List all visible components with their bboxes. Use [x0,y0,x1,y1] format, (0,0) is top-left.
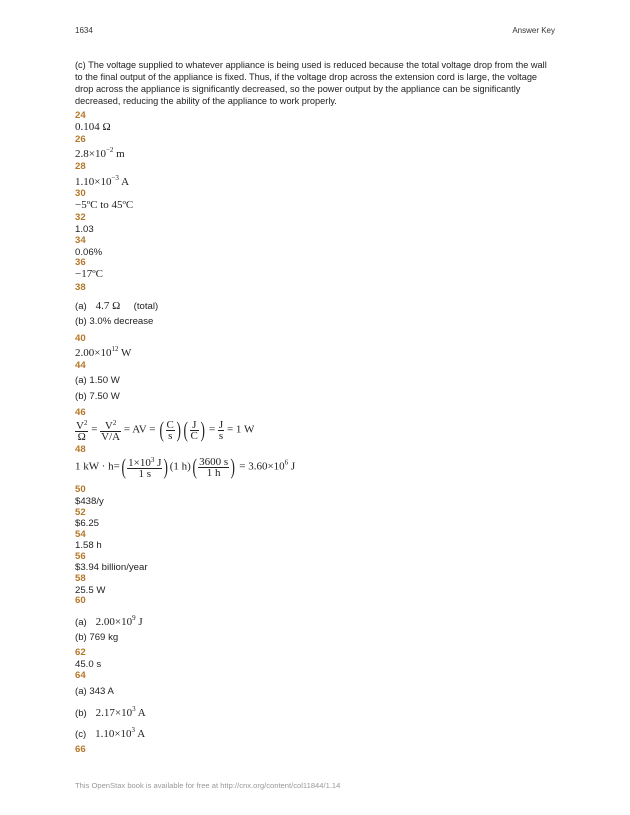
right-paren: ) [230,454,236,479]
answer-value [75,174,129,188]
answer-number: 48 [75,444,86,455]
mantissa: 2.17×10 [95,707,133,719]
answer-value: 0.06% [75,247,103,258]
answer-value: $3.94 billion/year [75,562,148,573]
answer-number: 36 [75,257,86,268]
mantissa: 1.10×10 [75,176,112,188]
denominator: C [190,429,198,442]
unit: m [113,148,125,160]
equation-rhs: = 3.60×10 [239,460,285,473]
answer-value: 25.5 W [75,585,106,596]
answer-value: 1.58 h [75,540,102,551]
answer-part-b: (b) 7.50 W [75,391,120,402]
answer-number: 40 [75,333,86,344]
exponent: 3 [132,705,136,713]
answer-number: 26 [75,134,86,145]
answer-part-b: (b) 769 kg [75,632,119,643]
footer-note: This OpenStax book is available for free at http://cnx.org/content/col11844/1.14 [75,781,341,790]
answer-number: 34 [75,235,86,246]
part-label: (a) [75,301,87,312]
mantissa: 2.00×10 [95,616,133,628]
running-header: Answer Key [512,26,555,35]
equals: = [208,423,216,436]
answer-value: −17ºC [75,268,103,280]
conversion-equation [75,455,295,479]
fraction [218,420,224,441]
answer-value: $438/y [75,496,104,507]
unit: A [118,176,130,188]
left-paren: ( [159,417,165,442]
numerator: 3600 s [199,455,229,468]
answer-part-a: (a) 343 A [75,686,114,697]
exponent: −2 [105,146,114,154]
fraction [190,420,199,441]
answer-part-c [75,724,145,742]
fraction [198,457,229,478]
right-paren: ) [200,417,205,442]
exponent: 3 [150,456,155,464]
fraction [100,418,121,442]
answer-number: 44 [75,360,86,371]
unit: J [154,457,162,469]
exponent: 9 [132,614,136,622]
page-number: 1634 [75,26,93,35]
fraction [75,418,88,442]
denominator: s [168,429,173,442]
fraction [166,420,175,441]
exponent: 2 [112,419,117,427]
unit: J [135,616,143,628]
answer-value: 4.7 Ω [95,300,121,312]
answer-number: 28 [75,161,86,172]
numerator: C [166,418,174,431]
answer-value: $6.25 [75,518,100,529]
exponent: 2 [83,419,88,427]
mantissa: 2.8×10 [75,148,106,160]
answer-value: −5ºC to 45ºC [75,199,134,211]
numerator: J [190,420,199,431]
exponent: 6 [284,458,289,467]
unit: A [135,728,146,740]
answer-number: 32 [75,212,86,223]
answer-part-a [75,296,158,314]
answer-value: 45.0 s [75,659,102,670]
mantissa: 2.00×10 [75,347,112,359]
answer-part-b: (b) 3.0% decrease [75,316,154,327]
equation-result: = 1 W [226,423,255,436]
numerator: V [76,420,84,432]
answer-number: 46 [75,407,86,418]
answer-number: 52 [75,507,86,518]
answer-value [75,146,125,160]
answer-number: 58 [75,573,86,584]
numerator: 1×10 [128,457,151,469]
part-label: (a) [75,617,87,628]
left-paren: ( [192,454,197,479]
answer-number: 66 [75,744,86,755]
left-paren: ( [183,417,189,442]
denominator: 1 s [138,468,152,480]
right-paren: ) [163,454,169,479]
answer-value: 0.104 Ω [75,121,111,133]
answer-number: 54 [75,529,86,540]
numerator: V [104,420,113,432]
answer-value [75,345,131,359]
exponent: 3 [131,726,136,734]
left-paren: ( [121,454,126,479]
denominator: V/A [101,431,121,443]
answer-number: 60 [75,595,86,606]
answer-number: 38 [75,282,86,293]
fraction [127,455,162,479]
mantissa: 1.10×10 [95,728,132,740]
answer-part-a [75,612,143,630]
answer-number: 30 [75,188,86,199]
equation-middle: = AV = [123,423,156,436]
equation-lhs: 1 kW · h= [75,460,120,473]
unit: W [118,347,132,359]
right-paren: ) [176,417,181,442]
equals: = [91,423,98,436]
denominator: Ω [77,431,86,443]
intro-paragraph: (c) The voltage supplied to whatever appliance is being used is reduced because the total voltage drop from the wall to the final output of the appliance is fixed. Thus, if the voltage drop across the extension cord is large, the voltage drop across the appliance is significantly decreased, so the power output by the appliance can be significantly decreased, reducing the ability of the appliance to work properly. [75,60,547,106]
answer-part-b [75,703,146,721]
answer-number: 62 [75,647,86,658]
answer-number: 50 [75,484,86,495]
part-label: (b) [75,708,87,719]
answer-note: (total) [133,301,159,312]
unit: A [135,707,146,719]
unit: J [288,460,296,473]
unit-equation [75,418,254,442]
answer-value: 1.03 [75,224,94,235]
part-label: (c) [75,729,87,740]
exponent: 12 [111,345,119,353]
numerator: J [218,418,224,431]
denominator: s [218,429,224,442]
answer-number: 24 [75,110,86,121]
answer-part-a: (a) 1.50 W [75,375,120,386]
answer-number: 56 [75,551,86,562]
equation-middle: (1 h) [169,460,191,473]
denominator: 1 h [206,466,221,479]
exponent: −3 [111,174,119,182]
answer-number: 64 [75,670,86,681]
